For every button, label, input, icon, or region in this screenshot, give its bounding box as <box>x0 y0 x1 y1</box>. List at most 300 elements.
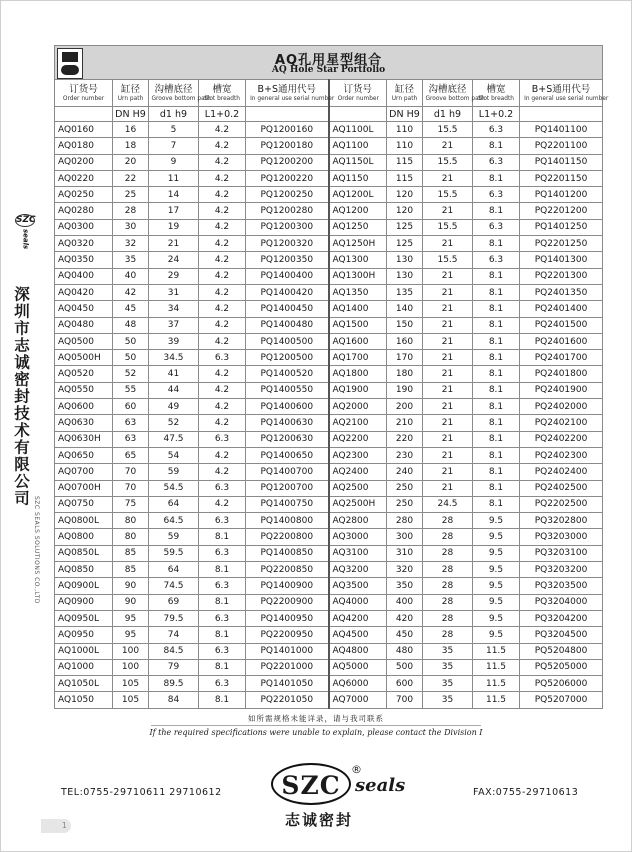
cell-slot-width: 11.5 <box>473 676 520 692</box>
header-order: 订货号 Order number <box>55 80 113 107</box>
cell-slot-width: 9.5 <box>473 610 520 626</box>
cell-serial-number: PQ1200350 <box>246 252 329 268</box>
cell-groove-diameter: 21 <box>423 399 473 415</box>
cell-order-number: AQ1800 <box>329 366 387 382</box>
cell-order-number: AQ4500 <box>329 627 387 643</box>
cell-serial-number: PQ2402300 <box>520 447 603 463</box>
cell-order-number: AQ1150L <box>329 154 387 170</box>
fax: FAX:0755-29710613 <box>473 787 579 798</box>
cell-slot-width: 4.2 <box>199 382 246 398</box>
cell-bore: 55 <box>113 382 149 398</box>
cell-bore: 85 <box>113 545 149 561</box>
table-row <box>55 676 603 692</box>
cell-serial-number: PQ3202800 <box>520 513 603 529</box>
side-logo-mark: SZC <box>16 215 36 225</box>
page-number: 1 <box>41 819 71 833</box>
cell-serial-number: PQ2201200 <box>520 203 603 219</box>
cell-slot-width: 4.2 <box>199 496 246 512</box>
cell-order-number: AQ1050 <box>55 692 113 708</box>
cell-slot-width: 4.2 <box>199 252 246 268</box>
table-title-row <box>55 46 603 80</box>
cell-order-number: AQ0950 <box>55 627 113 643</box>
cell-serial-number: PQ1200630 <box>246 431 329 447</box>
cell-order-number: AQ0320 <box>55 236 113 252</box>
cell-groove-diameter: 21 <box>423 333 473 349</box>
cell-groove-diameter: 74.5 <box>149 578 199 594</box>
cell-order-number: AQ6000 <box>329 676 387 692</box>
cell-groove-diameter: 21 <box>423 170 473 186</box>
cell-bore: 115 <box>387 154 423 170</box>
cell-order-number: AQ0750 <box>55 496 113 512</box>
cell-bore: 75 <box>113 496 149 512</box>
cell-order-number: AQ1500 <box>329 317 387 333</box>
cell-bore: 70 <box>113 480 149 496</box>
cell-serial-number: PQ2402000 <box>520 399 603 415</box>
cell-bore: 110 <box>387 122 423 138</box>
cell-serial-number: PQ1400600 <box>246 399 329 415</box>
cell-bore: 32 <box>113 236 149 252</box>
table-row <box>55 643 603 659</box>
cell-order-number: AQ0400 <box>55 268 113 284</box>
cell-bore: 28 <box>113 203 149 219</box>
cell-bore: 700 <box>387 692 423 708</box>
table-row <box>55 594 603 610</box>
cell-serial-number: PQ1401250 <box>520 219 603 235</box>
cell-order-number: AQ0420 <box>55 284 113 300</box>
cell-serial-number: PQ2402100 <box>520 415 603 431</box>
cell-slot-width: 4.2 <box>199 399 246 415</box>
cell-bore: 300 <box>387 529 423 545</box>
header-slot: 槽宽 Slot breadth <box>199 80 246 107</box>
unit-bore: DN H9 <box>113 107 149 122</box>
cell-bore: 280 <box>387 513 423 529</box>
cell-groove-diameter: 34 <box>149 301 199 317</box>
cell-serial-number: PQ2200850 <box>246 562 329 578</box>
table-row <box>55 659 603 675</box>
cell-groove-diameter: 29 <box>149 268 199 284</box>
table-row <box>55 610 603 626</box>
cell-groove-diameter: 49 <box>149 399 199 415</box>
cell-order-number: AQ4000 <box>329 594 387 610</box>
cell-serial-number: PQ2401900 <box>520 382 603 398</box>
cell-bore: 100 <box>113 659 149 675</box>
cell-order-number: AQ0480 <box>55 317 113 333</box>
cell-bore: 16 <box>113 122 149 138</box>
cell-bore: 115 <box>387 170 423 186</box>
cell-slot-width: 8.1 <box>473 480 520 496</box>
cell-serial-number: PQ5205000 <box>520 659 603 675</box>
cell-bore: 40 <box>113 268 149 284</box>
cell-bore: 350 <box>387 578 423 594</box>
table-row <box>55 578 603 594</box>
company-name-cn: 深圳市志诚密封技术有限公司 <box>12 286 31 507</box>
spec-table <box>54 45 609 709</box>
cell-bore: 135 <box>387 284 423 300</box>
side-logo-suffix: seals <box>21 229 30 250</box>
cell-bore: 60 <box>113 399 149 415</box>
cell-bore: 18 <box>113 138 149 154</box>
cell-bore: 190 <box>387 382 423 398</box>
cell-order-number: AQ0630 <box>55 415 113 431</box>
cell-groove-diameter: 11 <box>149 170 199 186</box>
cell-groove-diameter: 35 <box>423 659 473 675</box>
cell-groove-diameter: 21 <box>423 301 473 317</box>
cell-groove-diameter: 15.5 <box>423 154 473 170</box>
cell-groove-diameter: 59 <box>149 529 199 545</box>
cell-order-number: AQ0900 <box>55 594 113 610</box>
table-row <box>55 382 603 398</box>
cell-slot-width: 6.3 <box>199 513 246 529</box>
unit-serial-blank <box>246 107 329 122</box>
cell-order-number: AQ3200 <box>329 562 387 578</box>
cell-slot-width: 6.3 <box>199 578 246 594</box>
cell-bore: 170 <box>387 350 423 366</box>
table-row <box>55 480 603 496</box>
cell-slot-width: 8.1 <box>473 317 520 333</box>
cell-serial-number: PQ1401100 <box>520 122 603 138</box>
telephone: TEL:0755-29710611 29710612 <box>61 787 222 798</box>
cell-slot-width: 9.5 <box>473 627 520 643</box>
cell-slot-width: 4.2 <box>199 268 246 284</box>
cell-order-number: AQ0520 <box>55 366 113 382</box>
cell-bore: 42 <box>113 284 149 300</box>
cell-bore: 180 <box>387 366 423 382</box>
cell-groove-diameter: 24.5 <box>423 496 473 512</box>
cell-groove-diameter: 54 <box>149 447 199 463</box>
cell-bore: 52 <box>113 366 149 382</box>
cell-serial-number: PQ1400520 <box>246 366 329 382</box>
table-row <box>55 187 603 203</box>
cell-bore: 125 <box>387 219 423 235</box>
header-bore: 缸径 Urn path <box>387 80 423 107</box>
table-row <box>55 431 603 447</box>
cell-bore: 210 <box>387 415 423 431</box>
cell-serial-number: PQ1401200 <box>520 187 603 203</box>
cell-groove-diameter: 35 <box>423 643 473 659</box>
cell-slot-width: 4.2 <box>199 464 246 480</box>
cell-groove-diameter: 21 <box>149 236 199 252</box>
cell-slot-width: 9.5 <box>473 578 520 594</box>
cell-order-number: AQ2400 <box>329 464 387 480</box>
cell-bore: 310 <box>387 545 423 561</box>
cell-serial-number: PQ1400700 <box>246 464 329 480</box>
cell-slot-width: 8.1 <box>473 496 520 512</box>
cell-slot-width: 9.5 <box>473 529 520 545</box>
cell-slot-width: 6.3 <box>199 545 246 561</box>
cell-order-number: AQ1250H <box>329 236 387 252</box>
cell-slot-width: 8.1 <box>473 350 520 366</box>
registered-mark: ® <box>351 763 362 776</box>
cell-serial-number: PQ1400850 <box>246 545 329 561</box>
cell-slot-width: 4.2 <box>199 236 246 252</box>
unit-groove: d1 h9 <box>423 107 473 122</box>
table-row <box>55 627 603 643</box>
cell-bore: 30 <box>113 219 149 235</box>
cell-serial-number: PQ3204200 <box>520 610 603 626</box>
cell-groove-diameter: 21 <box>423 415 473 431</box>
cell-groove-diameter: 14 <box>149 187 199 203</box>
cell-order-number: AQ1000 <box>55 659 113 675</box>
cell-bore: 22 <box>113 170 149 186</box>
cell-slot-width: 4.2 <box>199 366 246 382</box>
cell-order-number: AQ1350 <box>329 284 387 300</box>
table-row <box>55 236 603 252</box>
cell-slot-width: 8.1 <box>473 431 520 447</box>
header-groove: 沟槽底径 Groove bottom path <box>423 80 473 107</box>
cell-order-number: AQ1100L <box>329 122 387 138</box>
cell-serial-number: PQ1200160 <box>246 122 329 138</box>
unit-slot: L1+0.2 <box>199 107 246 122</box>
cell-slot-width: 8.1 <box>473 284 520 300</box>
cell-bore: 130 <box>387 252 423 268</box>
cell-serial-number: PQ1200200 <box>246 154 329 170</box>
cell-serial-number: PQ1200320 <box>246 236 329 252</box>
cell-serial-number: PQ1200280 <box>246 203 329 219</box>
cell-groove-diameter: 59 <box>149 464 199 480</box>
table-row <box>55 399 603 415</box>
unit-groove: d1 h9 <box>149 107 199 122</box>
cell-bore: 230 <box>387 447 423 463</box>
cell-groove-diameter: 19 <box>149 219 199 235</box>
cell-groove-diameter: 59.5 <box>149 545 199 561</box>
logo-cn-text: 志诚密封 <box>285 811 354 829</box>
cell-bore: 320 <box>387 562 423 578</box>
cell-groove-diameter: 44 <box>149 382 199 398</box>
cell-order-number: AQ0200 <box>55 154 113 170</box>
table-row <box>55 138 603 154</box>
cell-bore: 250 <box>387 496 423 512</box>
table-row <box>55 529 603 545</box>
cell-serial-number: PQ1400400 <box>246 268 329 284</box>
cell-slot-width: 8.1 <box>473 138 520 154</box>
cell-slot-width: 8.1 <box>199 659 246 675</box>
cell-bore: 600 <box>387 676 423 692</box>
cell-serial-number: PQ1400950 <box>246 610 329 626</box>
cell-slot-width: 8.1 <box>473 464 520 480</box>
table-body <box>55 122 603 709</box>
cell-bore: 105 <box>113 692 149 708</box>
cell-slot-width: 6.3 <box>473 252 520 268</box>
cell-order-number: AQ1200 <box>329 203 387 219</box>
cell-bore: 50 <box>113 350 149 366</box>
cell-order-number: AQ4800 <box>329 643 387 659</box>
cell-order-number: AQ4200 <box>329 610 387 626</box>
cell-bore: 90 <box>113 578 149 594</box>
cell-groove-diameter: 47.5 <box>149 431 199 447</box>
cell-groove-diameter: 84.5 <box>149 643 199 659</box>
cell-order-number: AQ3500 <box>329 578 387 594</box>
cell-bore: 120 <box>387 203 423 219</box>
cell-bore: 150 <box>387 317 423 333</box>
cell-order-number: AQ0550 <box>55 382 113 398</box>
cell-serial-number: PQ2200800 <box>246 529 329 545</box>
cell-slot-width: 8.1 <box>473 415 520 431</box>
table-row <box>55 513 603 529</box>
cell-serial-number: PQ1200700 <box>246 480 329 496</box>
table-row <box>55 154 603 170</box>
cell-slot-width: 8.1 <box>473 447 520 463</box>
cell-groove-diameter: 39 <box>149 333 199 349</box>
cell-slot-width: 4.2 <box>199 170 246 186</box>
cell-slot-width: 9.5 <box>473 513 520 529</box>
cell-bore: 500 <box>387 659 423 675</box>
cell-serial-number: PQ2401700 <box>520 350 603 366</box>
cell-groove-diameter: 28 <box>423 627 473 643</box>
cell-bore: 250 <box>387 480 423 496</box>
cell-serial-number: PQ1200300 <box>246 219 329 235</box>
cell-order-number: AQ2100 <box>329 415 387 431</box>
table-row <box>55 333 603 349</box>
table-row <box>55 284 603 300</box>
cell-groove-diameter: 17 <box>149 203 199 219</box>
cell-serial-number: PQ1200220 <box>246 170 329 186</box>
cell-groove-diameter: 35 <box>423 692 473 708</box>
cell-serial-number: PQ1400630 <box>246 415 329 431</box>
cell-serial-number: PQ2401600 <box>520 333 603 349</box>
cell-groove-diameter: 21 <box>423 284 473 300</box>
cell-serial-number: PQ1400450 <box>246 301 329 317</box>
cell-slot-width: 6.3 <box>199 610 246 626</box>
cell-groove-diameter: 21 <box>423 350 473 366</box>
cell-order-number: AQ1150 <box>329 170 387 186</box>
cell-bore: 240 <box>387 464 423 480</box>
cell-groove-diameter: 21 <box>423 382 473 398</box>
cell-order-number: AQ1400 <box>329 301 387 317</box>
cell-groove-diameter: 24 <box>149 252 199 268</box>
cell-bore: 63 <box>113 431 149 447</box>
cell-groove-diameter: 28 <box>423 529 473 545</box>
cell-groove-diameter: 28 <box>423 545 473 561</box>
cell-serial-number: PQ2401500 <box>520 317 603 333</box>
cell-bore: 50 <box>113 333 149 349</box>
cell-order-number: AQ1100 <box>329 138 387 154</box>
cell-groove-diameter: 28 <box>423 610 473 626</box>
cell-slot-width: 4.2 <box>199 301 246 317</box>
cell-slot-width: 8.1 <box>199 594 246 610</box>
cell-serial-number: PQ2201100 <box>520 138 603 154</box>
table-row <box>55 496 603 512</box>
cell-serial-number: PQ1400500 <box>246 333 329 349</box>
spec-table-container <box>54 45 609 706</box>
cell-order-number: AQ0220 <box>55 170 113 186</box>
logo-mark: SZC <box>271 763 351 805</box>
cell-groove-diameter: 74 <box>149 627 199 643</box>
cell-bore: 110 <box>387 138 423 154</box>
unit-order-blank <box>329 107 387 122</box>
cell-slot-width: 8.1 <box>199 529 246 545</box>
cell-bore: 200 <box>387 399 423 415</box>
table-row <box>55 170 603 186</box>
cell-serial-number: PQ2202500 <box>520 496 603 512</box>
cell-groove-diameter: 64.5 <box>149 513 199 529</box>
cell-order-number: AQ2500H <box>329 496 387 512</box>
cell-order-number: AQ0630H <box>55 431 113 447</box>
side-logo <box>15 214 35 249</box>
cell-bore: 63 <box>113 415 149 431</box>
cell-order-number: AQ0500 <box>55 333 113 349</box>
cell-order-number: AQ0350 <box>55 252 113 268</box>
cell-slot-width: 6.3 <box>473 219 520 235</box>
cell-serial-number: PQ3203100 <box>520 545 603 561</box>
cell-bore: 80 <box>113 513 149 529</box>
table-row <box>55 350 603 366</box>
cell-serial-number: PQ2402200 <box>520 431 603 447</box>
header-serial: B+S通用代号 In general use serial number <box>520 80 603 107</box>
header-row <box>55 80 603 107</box>
table-title-cn: AQ孔用星型组合 <box>274 53 383 68</box>
cell-groove-diameter: 21 <box>423 138 473 154</box>
cell-order-number: AQ1900 <box>329 382 387 398</box>
cell-serial-number: PQ2402400 <box>520 464 603 480</box>
cell-serial-number: PQ1400550 <box>246 382 329 398</box>
cell-groove-diameter: 28 <box>423 513 473 529</box>
cell-serial-number: PQ1400800 <box>246 513 329 529</box>
cell-slot-width: 8.1 <box>473 301 520 317</box>
unit-serial-blank <box>520 107 603 122</box>
cell-slot-width: 6.3 <box>199 480 246 496</box>
cell-serial-number: PQ2401400 <box>520 301 603 317</box>
table-row <box>55 447 603 463</box>
cell-groove-diameter: 64 <box>149 496 199 512</box>
cell-order-number: AQ7000 <box>329 692 387 708</box>
table-row <box>55 122 603 138</box>
cell-groove-diameter: 15.5 <box>423 187 473 203</box>
cell-groove-diameter: 21 <box>423 268 473 284</box>
cell-order-number: AQ1300H <box>329 268 387 284</box>
cell-groove-diameter: 28 <box>423 594 473 610</box>
cell-order-number: AQ5000 <box>329 659 387 675</box>
cell-groove-diameter: 31 <box>149 284 199 300</box>
cell-serial-number: PQ1400420 <box>246 284 329 300</box>
cell-slot-width: 6.3 <box>199 676 246 692</box>
cell-slot-width: 4.2 <box>199 317 246 333</box>
cell-bore: 80 <box>113 529 149 545</box>
cell-order-number: AQ2000 <box>329 399 387 415</box>
cell-groove-diameter: 5 <box>149 122 199 138</box>
cell-slot-width: 4.2 <box>199 415 246 431</box>
cell-groove-diameter: 21 <box>423 431 473 447</box>
cell-slot-width: 4.2 <box>199 203 246 219</box>
cell-slot-width: 8.1 <box>473 170 520 186</box>
cell-slot-width: 8.1 <box>473 268 520 284</box>
cell-bore: 220 <box>387 431 423 447</box>
cell-bore: 90 <box>113 594 149 610</box>
cell-serial-number: PQ5206000 <box>520 676 603 692</box>
company-sidebar <box>7 206 43 636</box>
cell-groove-diameter: 34.5 <box>149 350 199 366</box>
cell-slot-width: 4.2 <box>199 138 246 154</box>
cell-order-number: AQ0700H <box>55 480 113 496</box>
cell-bore: 420 <box>387 610 423 626</box>
cell-groove-diameter: 41 <box>149 366 199 382</box>
cell-serial-number: PQ1200180 <box>246 138 329 154</box>
cell-slot-width: 4.2 <box>199 219 246 235</box>
cell-groove-diameter: 21 <box>423 203 473 219</box>
cell-order-number: AQ1700 <box>329 350 387 366</box>
cell-groove-diameter: 21 <box>423 317 473 333</box>
cell-order-number: AQ1200L <box>329 187 387 203</box>
cell-groove-diameter: 21 <box>423 447 473 463</box>
cell-bore: 400 <box>387 594 423 610</box>
cell-slot-width: 6.3 <box>473 122 520 138</box>
cell-serial-number: PQ1401050 <box>246 676 329 692</box>
table-row <box>55 545 603 561</box>
cell-bore: 48 <box>113 317 149 333</box>
cell-serial-number: PQ1400900 <box>246 578 329 594</box>
cell-order-number: AQ0850L <box>55 545 113 561</box>
cell-order-number: AQ2800 <box>329 513 387 529</box>
cell-bore: 95 <box>113 627 149 643</box>
